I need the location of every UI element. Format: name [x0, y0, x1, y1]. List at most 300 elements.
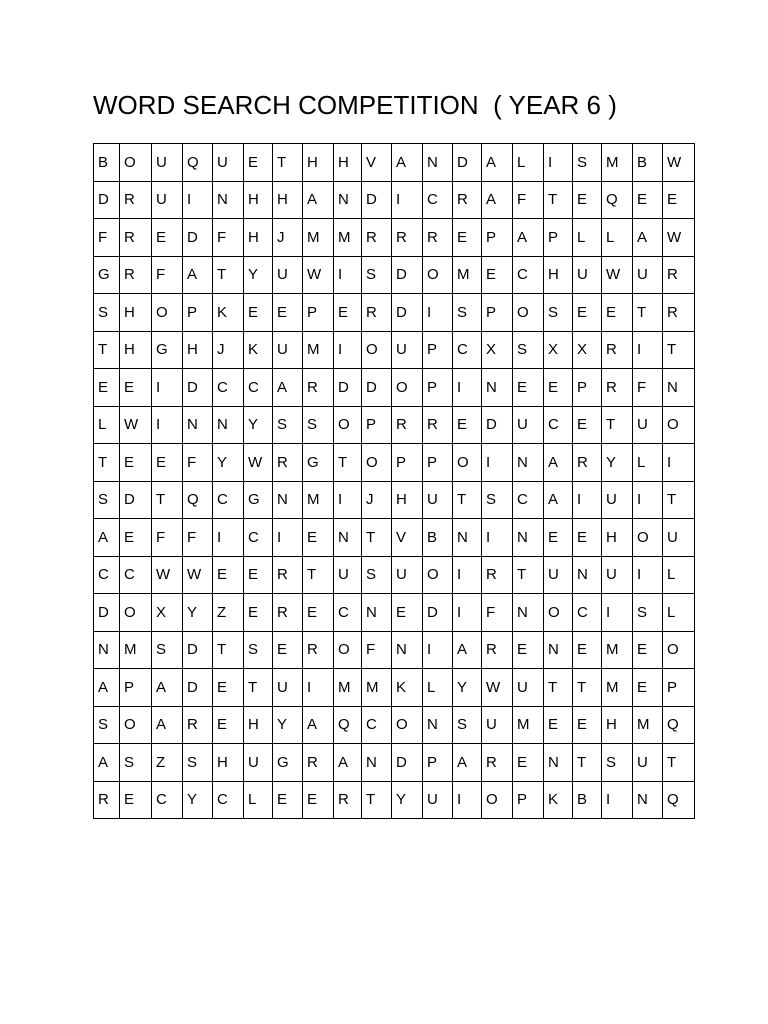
grid-cell[interactable]: M [453, 256, 482, 294]
grid-cell[interactable]: E [152, 219, 183, 257]
grid-cell[interactable]: E [453, 406, 482, 444]
grid-cell[interactable]: A [392, 144, 423, 182]
grid-cell[interactable]: I [573, 481, 602, 519]
grid-cell[interactable]: T [513, 556, 544, 594]
grid-cell[interactable]: T [334, 444, 362, 482]
grid-cell[interactable]: U [513, 669, 544, 707]
grid-cell[interactable]: T [213, 256, 244, 294]
grid-cell[interactable]: D [94, 594, 120, 632]
grid-cell[interactable]: N [273, 481, 303, 519]
grid-cell[interactable]: T [573, 744, 602, 782]
grid-cell[interactable]: U [213, 144, 244, 182]
grid-cell[interactable]: E [633, 631, 663, 669]
grid-cell[interactable]: W [120, 406, 152, 444]
grid-cell[interactable]: I [423, 294, 453, 332]
grid-cell[interactable]: U [392, 556, 423, 594]
grid-cell[interactable]: S [152, 631, 183, 669]
grid-cell[interactable]: C [573, 594, 602, 632]
grid-cell[interactable]: S [453, 294, 482, 332]
grid-cell[interactable]: T [453, 481, 482, 519]
grid-cell[interactable]: U [392, 331, 423, 369]
grid-cell[interactable]: P [513, 781, 544, 819]
grid-cell[interactable]: R [453, 181, 482, 219]
grid-cell[interactable]: O [362, 331, 392, 369]
grid-cell[interactable]: R [273, 594, 303, 632]
grid-cell[interactable]: E [213, 706, 244, 744]
grid-cell[interactable]: O [482, 781, 513, 819]
grid-cell[interactable]: H [120, 294, 152, 332]
grid-cell[interactable]: J [362, 481, 392, 519]
grid-cell[interactable]: Y [213, 444, 244, 482]
grid-cell[interactable]: E [213, 669, 244, 707]
grid-cell[interactable]: P [482, 219, 513, 257]
grid-cell[interactable]: D [482, 406, 513, 444]
grid-cell[interactable]: U [633, 406, 663, 444]
grid-cell[interactable]: H [334, 144, 362, 182]
grid-cell[interactable]: C [213, 481, 244, 519]
grid-cell[interactable]: E [573, 519, 602, 557]
grid-cell[interactable]: H [303, 144, 334, 182]
grid-cell[interactable]: F [213, 219, 244, 257]
grid-cell[interactable]: F [513, 181, 544, 219]
grid-cell[interactable]: F [183, 444, 213, 482]
grid-cell[interactable]: K [213, 294, 244, 332]
grid-cell[interactable]: H [244, 706, 273, 744]
grid-cell[interactable]: T [362, 781, 392, 819]
grid-cell[interactable]: K [392, 669, 423, 707]
grid-cell[interactable]: N [213, 181, 244, 219]
grid-cell[interactable]: A [513, 219, 544, 257]
grid-cell[interactable]: B [573, 781, 602, 819]
grid-cell[interactable]: E [273, 631, 303, 669]
grid-cell[interactable]: Y [453, 669, 482, 707]
grid-cell[interactable]: E [303, 594, 334, 632]
grid-cell[interactable]: G [303, 444, 334, 482]
grid-cell[interactable]: C [120, 556, 152, 594]
grid-cell[interactable]: R [94, 781, 120, 819]
grid-cell[interactable]: O [120, 594, 152, 632]
grid-cell[interactable]: P [120, 669, 152, 707]
grid-cell[interactable]: H [213, 744, 244, 782]
grid-cell[interactable]: I [602, 594, 633, 632]
grid-cell[interactable]: I [303, 669, 334, 707]
grid-cell[interactable]: S [273, 406, 303, 444]
grid-cell[interactable]: T [273, 144, 303, 182]
grid-cell[interactable]: W [602, 256, 633, 294]
grid-cell[interactable]: R [273, 444, 303, 482]
grid-cell[interactable]: U [633, 256, 663, 294]
grid-cell[interactable]: M [303, 331, 334, 369]
grid-cell[interactable]: O [362, 444, 392, 482]
grid-cell[interactable]: D [392, 294, 423, 332]
grid-cell[interactable]: P [392, 444, 423, 482]
grid-cell[interactable]: O [544, 594, 573, 632]
grid-cell[interactable]: U [423, 781, 453, 819]
grid-cell[interactable]: D [183, 369, 213, 407]
grid-cell[interactable]: M [362, 669, 392, 707]
grid-cell[interactable]: Y [273, 706, 303, 744]
grid-cell[interactable]: I [453, 369, 482, 407]
grid-cell[interactable]: E [573, 631, 602, 669]
grid-cell[interactable]: R [602, 331, 633, 369]
grid-cell[interactable]: A [334, 744, 362, 782]
grid-cell[interactable]: A [453, 744, 482, 782]
grid-cell[interactable]: M [633, 706, 663, 744]
grid-cell[interactable]: E [244, 556, 273, 594]
grid-cell[interactable]: H [183, 331, 213, 369]
grid-cell[interactable]: K [244, 331, 273, 369]
grid-cell[interactable]: I [213, 519, 244, 557]
grid-cell[interactable]: I [663, 444, 695, 482]
grid-cell[interactable]: R [423, 406, 453, 444]
grid-cell[interactable]: U [513, 406, 544, 444]
grid-cell[interactable]: T [94, 444, 120, 482]
grid-cell[interactable]: R [303, 369, 334, 407]
grid-cell[interactable]: N [513, 519, 544, 557]
grid-cell[interactable]: H [244, 181, 273, 219]
grid-cell[interactable]: W [183, 556, 213, 594]
grid-cell[interactable]: I [152, 406, 183, 444]
grid-cell[interactable]: C [94, 556, 120, 594]
grid-cell[interactable]: N [453, 519, 482, 557]
grid-cell[interactable]: Y [244, 256, 273, 294]
grid-cell[interactable]: E [392, 594, 423, 632]
grid-cell[interactable]: A [94, 744, 120, 782]
grid-cell[interactable]: E [573, 406, 602, 444]
grid-cell[interactable]: P [362, 406, 392, 444]
grid-cell[interactable]: O [392, 706, 423, 744]
grid-cell[interactable]: W [663, 144, 695, 182]
grid-cell[interactable]: Q [663, 781, 695, 819]
grid-cell[interactable]: Q [602, 181, 633, 219]
grid-cell[interactable]: F [482, 594, 513, 632]
grid-cell[interactable]: D [362, 181, 392, 219]
grid-cell[interactable]: H [602, 519, 633, 557]
grid-cell[interactable]: T [544, 669, 573, 707]
grid-cell[interactable]: H [273, 181, 303, 219]
grid-cell[interactable]: E [152, 444, 183, 482]
grid-cell[interactable]: R [303, 744, 334, 782]
grid-cell[interactable]: M [602, 631, 633, 669]
grid-cell[interactable]: S [94, 294, 120, 332]
grid-cell[interactable]: T [602, 406, 633, 444]
grid-cell[interactable]: N [334, 519, 362, 557]
grid-cell[interactable]: N [544, 631, 573, 669]
grid-cell[interactable]: U [273, 331, 303, 369]
grid-cell[interactable]: U [244, 744, 273, 782]
grid-cell[interactable]: Q [183, 481, 213, 519]
grid-cell[interactable]: U [423, 481, 453, 519]
grid-cell[interactable]: O [152, 294, 183, 332]
grid-cell[interactable]: C [362, 706, 392, 744]
grid-cell[interactable]: U [152, 181, 183, 219]
grid-cell[interactable]: A [183, 256, 213, 294]
grid-cell[interactable]: P [544, 219, 573, 257]
grid-cell[interactable]: P [183, 294, 213, 332]
grid-cell[interactable]: A [544, 444, 573, 482]
grid-cell[interactable]: E [120, 519, 152, 557]
grid-cell[interactable]: E [663, 181, 695, 219]
grid-cell[interactable]: E [273, 294, 303, 332]
grid-cell[interactable]: R [273, 556, 303, 594]
grid-cell[interactable]: S [120, 744, 152, 782]
grid-cell[interactable]: E [573, 181, 602, 219]
grid-cell[interactable]: E [513, 744, 544, 782]
grid-cell[interactable]: O [423, 556, 453, 594]
grid-cell[interactable]: T [362, 519, 392, 557]
grid-cell[interactable]: A [94, 519, 120, 557]
grid-cell[interactable]: C [513, 256, 544, 294]
grid-cell[interactable]: R [482, 744, 513, 782]
grid-cell[interactable]: R [362, 219, 392, 257]
grid-cell[interactable]: R [482, 556, 513, 594]
grid-cell[interactable]: W [303, 256, 334, 294]
grid-cell[interactable]: G [94, 256, 120, 294]
grid-cell[interactable]: U [573, 256, 602, 294]
grid-cell[interactable]: R [120, 256, 152, 294]
grid-cell[interactable]: C [453, 331, 482, 369]
grid-cell[interactable]: P [423, 331, 453, 369]
grid-cell[interactable]: F [152, 256, 183, 294]
grid-cell[interactable]: N [392, 631, 423, 669]
grid-cell[interactable]: C [334, 594, 362, 632]
grid-cell[interactable]: I [334, 481, 362, 519]
grid-cell[interactable]: I [334, 256, 362, 294]
grid-cell[interactable]: N [423, 144, 453, 182]
grid-cell[interactable]: D [334, 369, 362, 407]
grid-cell[interactable]: B [423, 519, 453, 557]
grid-cell[interactable]: R [303, 631, 334, 669]
grid-cell[interactable]: R [183, 706, 213, 744]
grid-cell[interactable]: N [482, 369, 513, 407]
grid-cell[interactable]: Q [183, 144, 213, 182]
grid-cell[interactable]: D [362, 369, 392, 407]
grid-cell[interactable]: U [334, 556, 362, 594]
grid-cell[interactable]: F [183, 519, 213, 557]
grid-cell[interactable]: O [453, 444, 482, 482]
grid-cell[interactable]: E [453, 219, 482, 257]
grid-cell[interactable]: N [573, 556, 602, 594]
grid-cell[interactable]: L [663, 594, 695, 632]
grid-cell[interactable]: E [573, 706, 602, 744]
grid-cell[interactable]: T [663, 744, 695, 782]
grid-cell[interactable]: T [94, 331, 120, 369]
grid-cell[interactable]: T [303, 556, 334, 594]
grid-cell[interactable]: O [392, 369, 423, 407]
grid-cell[interactable]: Z [152, 744, 183, 782]
grid-cell[interactable]: R [482, 631, 513, 669]
grid-cell[interactable]: O [663, 406, 695, 444]
grid-cell[interactable]: E [213, 556, 244, 594]
grid-cell[interactable]: T [633, 294, 663, 332]
grid-cell[interactable]: S [544, 294, 573, 332]
grid-cell[interactable]: X [544, 331, 573, 369]
grid-cell[interactable]: A [152, 706, 183, 744]
grid-cell[interactable]: I [392, 181, 423, 219]
grid-cell[interactable]: Y [602, 444, 633, 482]
grid-cell[interactable]: T [663, 331, 695, 369]
grid-cell[interactable]: E [120, 781, 152, 819]
grid-cell[interactable]: U [273, 256, 303, 294]
grid-cell[interactable]: O [423, 256, 453, 294]
grid-cell[interactable]: U [602, 481, 633, 519]
grid-cell[interactable]: G [244, 481, 273, 519]
grid-cell[interactable]: A [303, 181, 334, 219]
grid-cell[interactable]: S [362, 256, 392, 294]
grid-cell[interactable]: I [273, 519, 303, 557]
grid-cell[interactable]: N [213, 406, 244, 444]
grid-cell[interactable]: F [362, 631, 392, 669]
grid-cell[interactable]: C [423, 181, 453, 219]
grid-cell[interactable]: G [152, 331, 183, 369]
grid-cell[interactable]: D [94, 181, 120, 219]
grid-cell[interactable]: L [602, 219, 633, 257]
grid-cell[interactable]: I [334, 331, 362, 369]
grid-cell[interactable]: S [94, 481, 120, 519]
grid-cell[interactable]: I [453, 556, 482, 594]
grid-cell[interactable]: S [244, 631, 273, 669]
grid-cell[interactable]: N [362, 744, 392, 782]
grid-cell[interactable]: F [152, 519, 183, 557]
grid-cell[interactable]: N [544, 744, 573, 782]
grid-cell[interactable]: N [513, 444, 544, 482]
grid-cell[interactable]: A [482, 144, 513, 182]
grid-cell[interactable]: Y [392, 781, 423, 819]
grid-cell[interactable]: T [544, 181, 573, 219]
grid-cell[interactable]: E [273, 781, 303, 819]
grid-cell[interactable]: O [334, 631, 362, 669]
grid-cell[interactable]: U [602, 556, 633, 594]
grid-cell[interactable]: E [633, 669, 663, 707]
grid-cell[interactable]: L [423, 669, 453, 707]
grid-cell[interactable]: I [453, 781, 482, 819]
grid-cell[interactable]: U [273, 669, 303, 707]
grid-cell[interactable]: T [213, 631, 244, 669]
grid-cell[interactable]: X [482, 331, 513, 369]
grid-cell[interactable]: Q [334, 706, 362, 744]
grid-cell[interactable]: R [120, 219, 152, 257]
grid-cell[interactable]: L [244, 781, 273, 819]
grid-cell[interactable]: P [482, 294, 513, 332]
grid-cell[interactable]: X [573, 331, 602, 369]
grid-cell[interactable]: D [183, 219, 213, 257]
grid-cell[interactable]: N [633, 781, 663, 819]
grid-cell[interactable]: W [482, 669, 513, 707]
grid-cell[interactable]: E [513, 369, 544, 407]
grid-cell[interactable]: I [453, 594, 482, 632]
grid-cell[interactable]: L [513, 144, 544, 182]
grid-cell[interactable]: J [273, 219, 303, 257]
grid-cell[interactable]: K [544, 781, 573, 819]
grid-cell[interactable]: N [362, 594, 392, 632]
grid-cell[interactable]: H [602, 706, 633, 744]
grid-cell[interactable]: V [392, 519, 423, 557]
grid-cell[interactable]: E [513, 631, 544, 669]
grid-cell[interactable]: D [183, 631, 213, 669]
grid-cell[interactable]: M [602, 669, 633, 707]
grid-cell[interactable]: E [244, 594, 273, 632]
grid-cell[interactable]: S [183, 744, 213, 782]
grid-cell[interactable]: S [303, 406, 334, 444]
grid-cell[interactable]: E [94, 369, 120, 407]
grid-cell[interactable]: E [303, 781, 334, 819]
grid-cell[interactable]: H [120, 331, 152, 369]
grid-cell[interactable]: R [334, 781, 362, 819]
grid-cell[interactable]: E [482, 256, 513, 294]
grid-cell[interactable]: N [94, 631, 120, 669]
grid-cell[interactable]: A [633, 219, 663, 257]
grid-cell[interactable]: T [573, 669, 602, 707]
grid-cell[interactable]: Y [244, 406, 273, 444]
grid-cell[interactable]: P [573, 369, 602, 407]
grid-cell[interactable]: E [303, 519, 334, 557]
grid-cell[interactable]: C [152, 781, 183, 819]
grid-cell[interactable]: C [244, 369, 273, 407]
grid-cell[interactable]: S [633, 594, 663, 632]
grid-cell[interactable]: S [362, 556, 392, 594]
grid-cell[interactable]: L [663, 556, 695, 594]
grid-cell[interactable]: T [663, 481, 695, 519]
grid-cell[interactable]: L [633, 444, 663, 482]
grid-cell[interactable]: B [633, 144, 663, 182]
grid-cell[interactable]: I [423, 631, 453, 669]
grid-cell[interactable]: C [544, 406, 573, 444]
grid-cell[interactable]: M [120, 631, 152, 669]
grid-cell[interactable]: L [573, 219, 602, 257]
grid-cell[interactable]: A [544, 481, 573, 519]
grid-cell[interactable]: I [183, 181, 213, 219]
grid-cell[interactable]: R [120, 181, 152, 219]
grid-cell[interactable]: N [513, 594, 544, 632]
grid-cell[interactable]: P [423, 744, 453, 782]
grid-cell[interactable]: R [663, 256, 695, 294]
grid-cell[interactable]: F [94, 219, 120, 257]
grid-cell[interactable]: Y [183, 781, 213, 819]
grid-cell[interactable]: M [334, 219, 362, 257]
grid-cell[interactable]: O [513, 294, 544, 332]
grid-cell[interactable]: S [602, 744, 633, 782]
grid-cell[interactable]: E [544, 369, 573, 407]
grid-cell[interactable]: M [334, 669, 362, 707]
grid-cell[interactable]: N [663, 369, 695, 407]
grid-cell[interactable]: I [633, 556, 663, 594]
grid-cell[interactable]: O [120, 706, 152, 744]
grid-cell[interactable]: O [334, 406, 362, 444]
grid-cell[interactable]: I [602, 781, 633, 819]
grid-cell[interactable]: H [544, 256, 573, 294]
grid-cell[interactable]: D [392, 744, 423, 782]
grid-cell[interactable]: E [544, 519, 573, 557]
grid-cell[interactable]: S [573, 144, 602, 182]
grid-cell[interactable]: O [633, 519, 663, 557]
grid-cell[interactable]: I [544, 144, 573, 182]
grid-cell[interactable]: S [453, 706, 482, 744]
grid-cell[interactable]: W [244, 444, 273, 482]
grid-cell[interactable]: P [663, 669, 695, 707]
grid-cell[interactable]: E [120, 369, 152, 407]
grid-cell[interactable]: R [392, 219, 423, 257]
grid-cell[interactable]: I [633, 481, 663, 519]
grid-cell[interactable]: Y [183, 594, 213, 632]
grid-cell[interactable]: P [423, 444, 453, 482]
grid-cell[interactable]: R [392, 406, 423, 444]
grid-cell[interactable]: S [513, 331, 544, 369]
grid-cell[interactable]: C [513, 481, 544, 519]
grid-cell[interactable]: C [213, 369, 244, 407]
grid-cell[interactable]: N [423, 706, 453, 744]
grid-cell[interactable]: U [633, 744, 663, 782]
grid-cell[interactable]: W [152, 556, 183, 594]
